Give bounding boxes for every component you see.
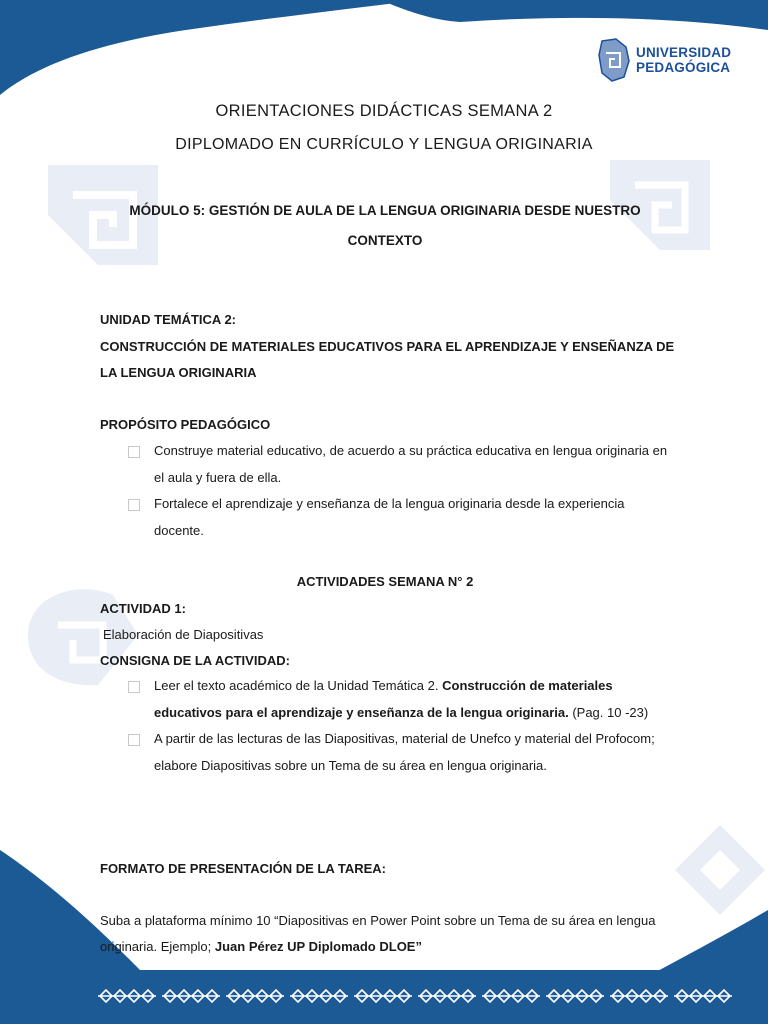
bullet-icon <box>128 446 140 458</box>
logo-line1: UNIVERSIDAD <box>636 45 732 60</box>
consigna-item-1-bold: Construcción de materiales educativos para el aprendizaje y enseñanza de la lengua originaria. <box>154 678 613 720</box>
logo-text <box>636 45 731 75</box>
format-text <box>100 908 672 960</box>
consigna-item-1 <box>154 673 668 726</box>
consigna-heading: CONSIGNA DE LA ACTIVIDAD: <box>100 653 290 668</box>
module-title: MÓDULO 5: GESTIÓN DE AULA DE LA LENGUA ORIGINARIA DESDE NUESTRO CONTEXTO <box>129 203 641 248</box>
top-left-wave-decoration <box>0 0 420 110</box>
consigna-item-1-text: Leer el texto académico de la Unidad Temática 2. <box>154 678 443 693</box>
activities-heading: ACTIVIDADES SEMANA N° 2 <box>296 574 474 589</box>
document-subtitle: DIPLOMADO EN CURRÍCULO Y LENGUA ORIGINARIA <box>175 136 593 153</box>
bullet-icon <box>128 681 140 693</box>
activity-label: ACTIVIDAD 1: <box>100 601 186 616</box>
list-item <box>128 673 668 726</box>
bullet-icon <box>128 734 140 746</box>
list-item <box>128 726 668 779</box>
purpose-heading: PROPÓSITO PEDAGÓGICO <box>100 417 271 432</box>
purpose-list <box>128 438 668 544</box>
consigna-item-1-pages: (Pag. 10 -23) <box>568 704 649 720</box>
purpose-item-2: Fortalece el aprendizaje y enseñanza de la lengua originaria desde la experiencia docente. <box>154 496 625 538</box>
format-text-body: Suba a plataforma mínimo 10 “Diapositivas en Power Point sobre un Tema de su área en lengua originaria. Ejemplo; <box>100 913 656 954</box>
footer-pattern-decoration <box>96 986 736 1006</box>
document-title: ORIENTACIONES DIDÁCTICAS SEMANA 2 <box>215 102 553 120</box>
list-item <box>128 438 668 491</box>
activity-name: Elaboración de Diapositivas <box>103 627 264 642</box>
unit-title-line2: LA LENGUA ORIGINARIA <box>100 365 257 380</box>
unit-label: UNIDAD TEMÁTICA 2: <box>100 312 237 327</box>
format-example: Juan Pérez UP Diplomado DLOE” <box>214 939 422 954</box>
consigna-list <box>128 673 668 779</box>
university-logo <box>596 36 738 84</box>
watermark-bottom-right-icon <box>670 820 768 930</box>
list-item <box>128 491 668 544</box>
unit-title-line1: CONSTRUCCIÓN DE MATERIALES EDUCATIVOS PARA EL APRENDIZAJE Y ENSEÑANZA DE <box>100 339 675 354</box>
purpose-item-1: Construye material educativo, de acuerdo a su práctica educativa en lengua originaria en el aula y fuera de ella. <box>154 443 668 485</box>
consigna-item-2: A partir de las lecturas de las Diapositivas, material de Unefco y material del Profocom; elabore Diapositivas sobre un Tema de su área en lengua originaria. <box>154 731 655 773</box>
logo-line2: PEDAGÓGICA <box>636 60 731 75</box>
bolivia-map-icon <box>596 37 632 83</box>
bullet-icon <box>128 499 140 511</box>
format-heading: FORMATO DE PRESENTACIÓN DE LA TAREA: <box>100 861 386 876</box>
